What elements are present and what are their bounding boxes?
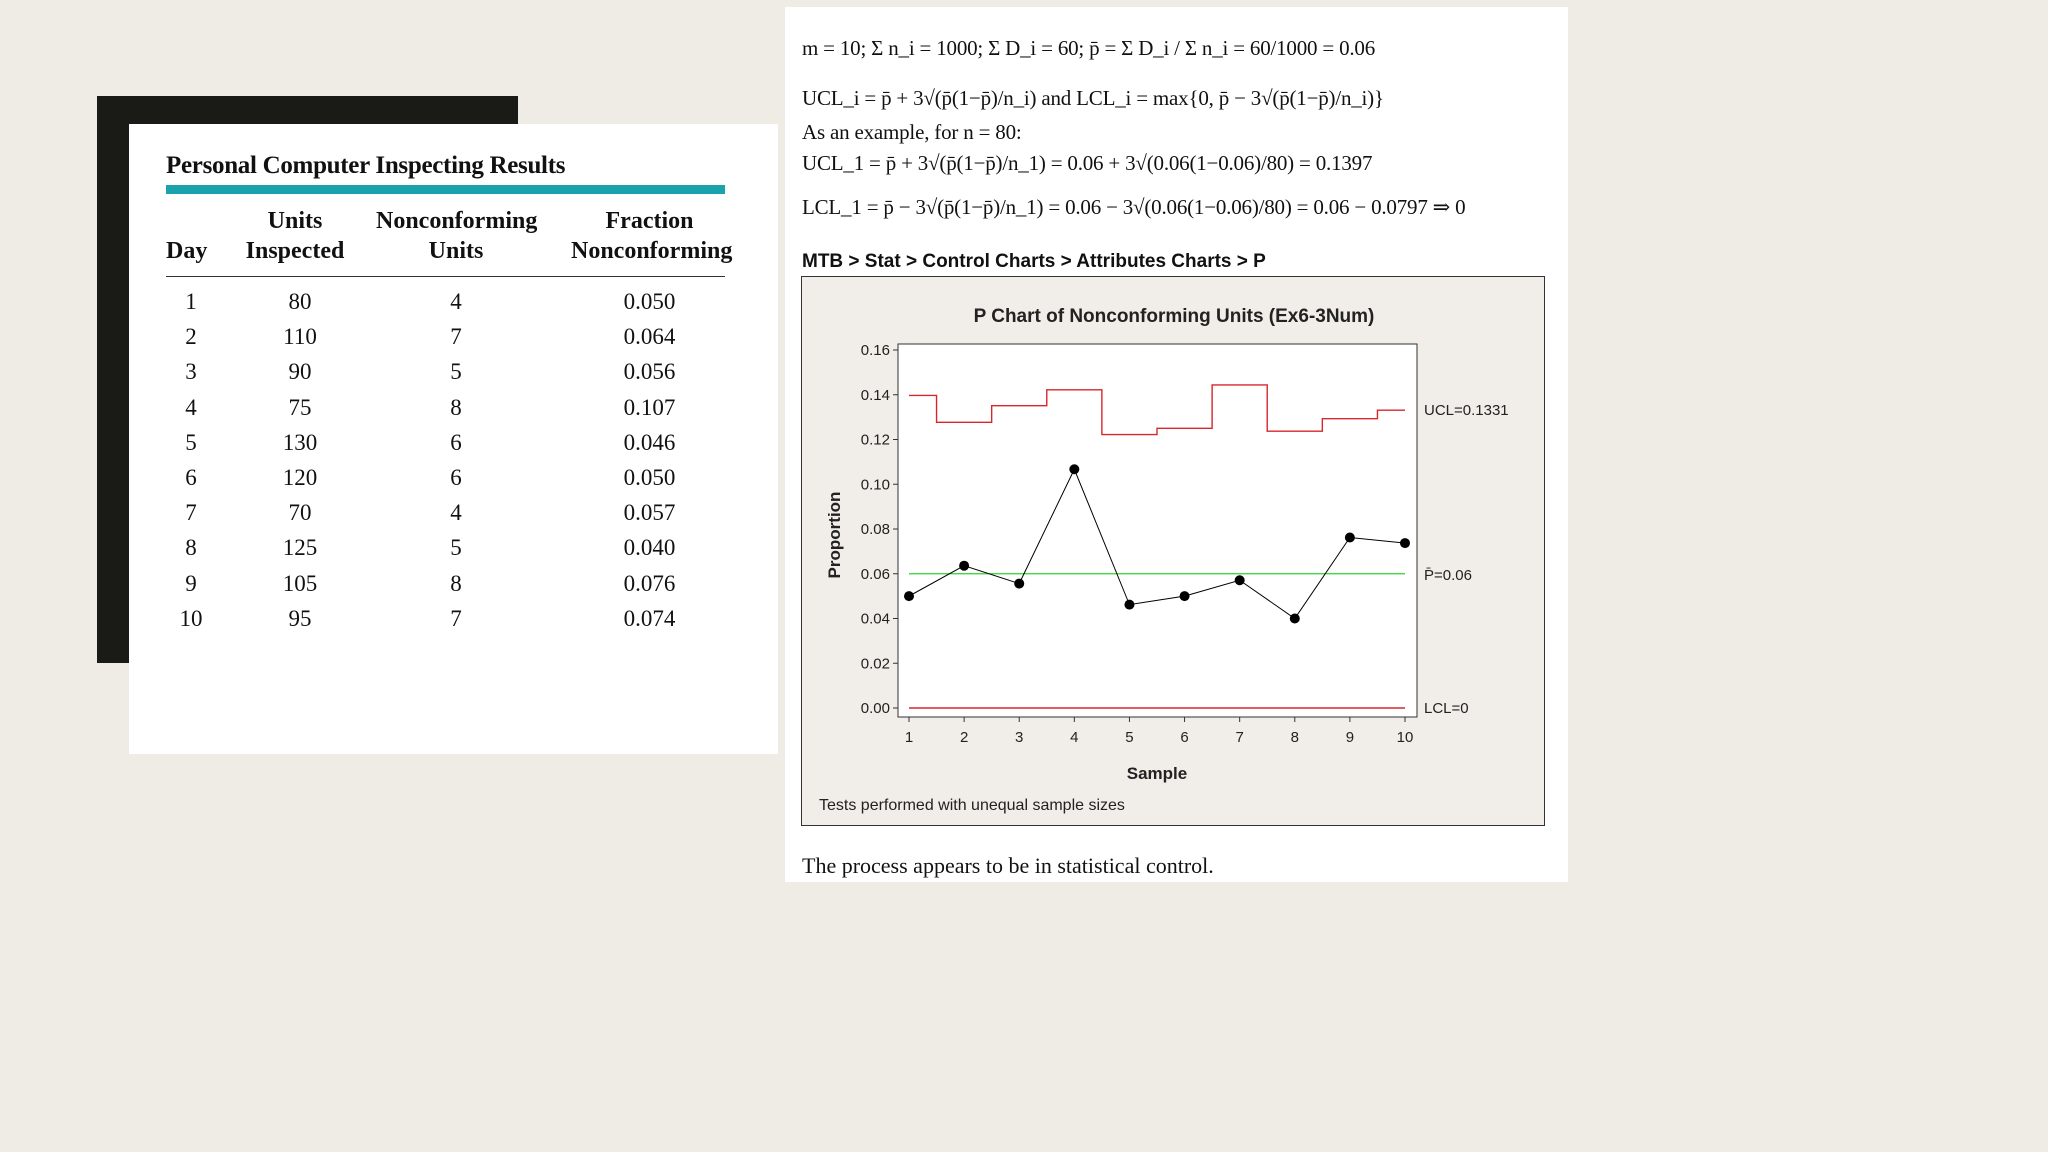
table-cell-nonconforming: 6 [450,429,462,455]
p-chart [802,277,1544,825]
data-point [1069,464,1079,474]
table-cell-nonconforming: 8 [450,394,462,420]
x-tick-label: 5 [1125,729,1134,746]
table-cell-fraction: 0.057 [623,500,676,526]
table-cell-units: 105 [282,570,318,596]
table-cell-nonconforming: 6 [450,465,462,490]
x-tick-label: 6 [1180,729,1189,746]
table-cell-day: 10 [179,605,203,631]
center-line-label: P̄=0.06 [1424,566,1472,584]
x-tick-label: 3 [1015,729,1024,746]
lcl-label: LCL=0 [1424,700,1469,717]
header-units-line1: Units [267,208,323,234]
data-point [1014,579,1024,589]
formula-line-4: UCL_1 = p̄ + 3√(p̄(1−p̄)/n_1) = 0.06 + 3√(0.06(1−0.06)/80) = 0.1397 [802,151,1373,175]
table-cell-nonconforming: 5 [450,359,462,385]
p-chart-panel [801,276,1545,826]
table-cell-nonconforming: 7 [450,324,462,350]
data-point [1124,600,1134,610]
table-cell-day: 2 [185,324,197,350]
header-fraction-line2: Nonconforming [571,238,733,264]
table-cell-nonconforming: 7 [450,605,462,631]
table-cell-day: 8 [185,535,197,561]
table-cell-nonconforming: 4 [450,289,462,314]
table-cell-fraction: 0.074 [623,605,676,631]
table-cell-day: 1 [185,289,197,314]
conclusion-text: The process appears to be in statistical control. [802,853,1214,878]
table-title: Personal Computer Inspecting Results [166,152,566,179]
table-cell-units: 80 [288,289,312,314]
data-point [904,591,914,601]
formula-line-1: m = 10; Σ n_i = 1000; Σ D_i = 60; p̄ = Σ D_i / Σ n_i = 60/1000 = 0.06 [802,36,1376,60]
table-cell-fraction: 0.046 [623,429,676,455]
table-title-rule [166,185,725,194]
y-tick-label: 0.12 [860,431,890,449]
y-tick-label: 0.10 [860,476,890,494]
header-nonconforming-line1: Nonconforming [376,208,538,234]
x-tick-label: 4 [1070,729,1079,746]
data-point [959,561,969,571]
table-cell-day: 3 [185,359,197,385]
table-cell-day: 7 [185,500,197,526]
table-cell-units: 75 [288,394,312,420]
y-tick-label: 0.14 [860,386,890,404]
table-cell-fraction: 0.040 [623,535,676,561]
data-point [1290,614,1300,624]
minitab-menu-path: MTB > Stat > Control Charts > Attributes Charts > P [802,251,1266,272]
table-cell-fraction: 0.064 [623,324,676,350]
chart-title: P Chart of Nonconforming Units (Ex6-3Num) [973,306,1375,327]
x-tick-label: 9 [1345,729,1355,746]
x-axis-label: Sample [1126,764,1188,783]
table-cell-units: 120 [282,465,318,490]
header-fraction-line1: Fraction [605,208,694,234]
y-axis-label: Proportion [825,491,844,579]
data-point [1400,538,1410,548]
table-header-rule [166,276,725,277]
formula-line-2: UCL_i = p̄ + 3√(p̄(1−p̄)/n_i) and LCL_i = max{0, p̄ − 3√(p̄(1−p̄)/n_i)} [802,86,1384,110]
table-cell-day: 6 [185,465,197,490]
data-point [1235,575,1245,585]
table-cell-units: 110 [283,324,317,350]
chart-footnote: Tests performed with unequal sample sizes [819,797,1125,814]
x-tick-label: 8 [1290,729,1299,746]
table-cell-fraction: 0.056 [623,359,676,385]
table-cell-units: 95 [288,605,312,631]
table-cell-units: 130 [282,429,318,455]
table-cell-fraction: 0.050 [623,289,676,314]
table-cell-day: 5 [185,429,197,455]
table-cell-fraction: 0.107 [623,394,676,420]
y-tick-label: 0.08 [860,521,890,538]
y-tick-label: 0.02 [860,655,890,673]
x-tick-label: 1 [904,729,914,746]
x-tick-label: 10 [1396,729,1414,746]
header-day: Day [166,238,208,264]
y-tick-label: 0.00 [860,700,890,717]
formula-line-5: LCL_1 = p̄ − 3√(p̄(1−p̄)/n_1) = 0.06 − 3√(0.06(1−0.06)/80) = 0.06 − 0.0797 ⇒ 0 [802,195,1466,219]
table-cell-day: 9 [185,570,197,596]
table-cell-nonconforming: 4 [450,500,462,526]
table-cell-units: 70 [288,500,312,526]
data-point [1180,591,1190,601]
table-cell-nonconforming: 8 [450,570,462,596]
plot-area [898,344,1417,717]
y-tick-label: 0.06 [860,565,890,583]
table-cell-nonconforming: 5 [450,535,462,561]
header-nonconforming-line2: Units [428,238,484,264]
table-cell-units: 125 [282,535,318,561]
ucl-label: UCL=0.1331 [1424,402,1509,420]
table-cell-units: 90 [288,359,312,385]
x-tick-label: 7 [1235,729,1244,746]
formula-line-3: As an example, for n = 80: [802,120,1022,144]
header-units-line2: Inspected [245,238,345,264]
table-cell-fraction: 0.050 [623,465,676,490]
x-tick-label: 2 [959,729,969,746]
data-point [1345,533,1355,543]
y-tick-label: 0.04 [860,610,890,628]
y-tick-label: 0.16 [860,342,890,359]
table-cell-day: 4 [185,394,197,420]
table-cell-fraction: 0.076 [623,570,676,596]
